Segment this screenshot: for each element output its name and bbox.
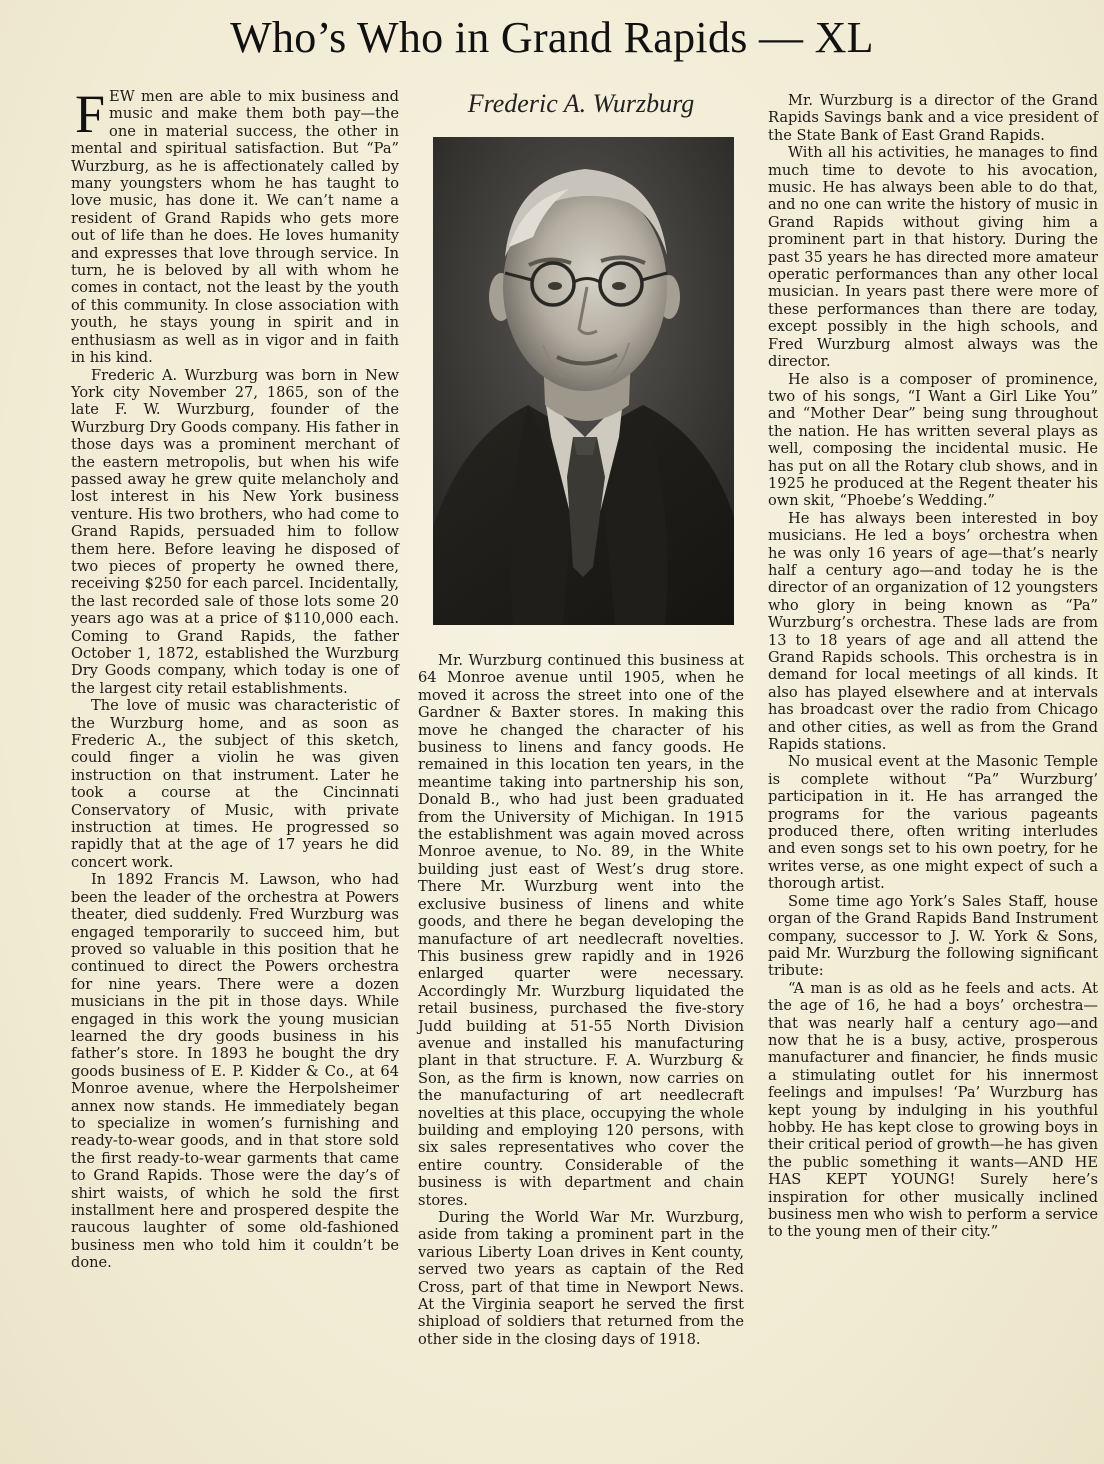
article-paragraph: In 1892 Francis M. Lawson, who had been the leader of the orchestra at Powers theater, died suddenly. Fred Wurzburg was engaged temporarily to succeed him, but proved so valuable in this position that he continued to direct the Powers orchestra for nine years. There were a dozen musicians in the pit in those days. While engaged in this work the young musician learned the dry goods business in his father’s store. In 1893 he bought the dry goods business of E. P. Kidder & Co., at 64 Monroe avenue, where the Herpolsheimer annex now stands. He immediately began to specialize in women’s furnishing and ready-to-wear goods, and in that store sold the first ready-to-wear garments that came to Grand Rapids. Those were the day’s of shirt waists, of which he sold the first installment here and prospered despite the raucous laughter of some old-fashioned business men who told him it couldn’t be done. [71, 871, 399, 1272]
article-paragraph: During the World War Mr. Wurzburg, aside from taking a prominent part in the various Liberty Loan drives in Kent county, served two years as captain of the Red Cross, part of that time in Newport News. At the Virginia seaport he served the first shipload of soldiers that returned from the other side in the closing days of 1918. [418, 1209, 744, 1348]
drop-cap: F [75, 84, 106, 144]
article-paragraph: With all his activities, he manages to find much time to devote to his avocation, music. He has always been able to do that, and no one can write the history of music in Grand Rapids without giving him a prominent part in that history. During the past 35 years he has directed more amateur operatic performances than any other local musician. In years past there were more of these performances than there are today, except possibly in the high schools, and Fred Wurzburg almost always was the director. [768, 144, 1098, 371]
article-column-1 [71, 84, 399, 1272]
article-paragraph: The love of music was characteristic of the Wurzburg home, and as soon as Frederic A., the subject of this sketch, could finger a violin he was given instruction on that instrument. Later he took a course at the Cincinnati Conservatory of Music, with private instruction at times. He progressed so rapidly that at the age of 17 years he did concert work. [71, 697, 399, 871]
portrait-photo-icon [433, 137, 734, 625]
article-paragraph [71, 84, 399, 367]
article-paragraph: No musical event at the Masonic Temple is complete without “Pa” Wurzburg’ participation in it. He has arranged the programs for the various pageants produced there, often writing interludes and even songs set to his own poetry, for he writes verse, as one might expect of such a thorough artist. [768, 753, 1098, 893]
article-paragraph: Some time ago York’s Sales Staff, house organ of the Grand Rapids Band Instrument company, successor to J. W. York & Sons, paid Mr. Wurzburg the following significant tribute: [768, 892, 1098, 980]
article-paragraph: Mr. Wurzburg is a director of the Grand Rapids Savings bank and a vice president of the State Bank of East Grand Rapids. [768, 92, 1098, 144]
article-column-2 [418, 652, 744, 1348]
portrait-photo [433, 137, 734, 625]
page-title: Who’s Who in Grand Rapids — XL [230, 13, 874, 62]
article-paragraph: He also is a composer of prominence, two of his songs, “I Want a Girl Like You” and “Mother Dear” being sung throughout the nation. He has written several plays as well, composing the incidental music. He has put on all the Rotary club shows, and in 1925 he produced at the Regent theater his own skit, “Phoebe’s Wedding.” [768, 370, 1098, 510]
article-paragraph: He has always been interested in boy musicians. He led a boys’ orchestra when he was only 16 years of age—that’s nearly half a century ago—and today he is the director of an organization of 12 youngsters who glory in being known as “Pa” Wurzburg’s orchestra. These lads are from 13 to 18 years of age and all attend the Grand Rapids schools. This orchestra is in demand for local meetings of all kinds. It also has played elsewhere and at intervals has broadcast over the radio from Chicago and other cities, as well as from the Grand Rapids stations. [768, 509, 1098, 754]
article-text: EW men are able to mix business and music and make them both pay—the one in material success, the other in mental and spiritual satisfaction. But “Pa” Wurzburg, as he is affectionately called by many youngsters whom he has taught to love music, has done it. We can’t name a resident of Grand Rapids who gets more out of life than he does. He loves humanity and expresses that love through service. In turn, he is beloved by all with whom he comes in contact, not the least by the youth of this community. In close association with youth, he stays young in spirit and in enthusiasm as well as in vigor and in faith in his kind. [71, 88, 399, 367]
article-paragraph: Mr. Wurzburg continued this business at 64 Monroe avenue until 1905, when he moved it across the street into one of the Gardner & Baxter stores. In making this move he changed the character of his business to linens and fancy goods. He remained in this location ten years, in the meantime taking into partnership his son, Donald B., who had just been graduated from the University of Michigan. In 1915 the establishment was again moved across Monroe avenue, to No. 89, in the White building just east of West’s drug store. There Mr. Wurzburg went into the exclusive business of linens and white goods, and there he began developing the manufacture of art needlecraft novelties. This business grew rapidly and in 1926 enlarged quarter were necessary. Accordingly Mr. Wurzburg liquidated the retail business, purchased the five-story Judd building at 51-55 North Division avenue and installed his manufacturing plant in that structure. F. A. Wurzburg & Son, as the firm is known, now carries on the manufacturing of art needlecraft novelties at this place, occupying the whole building and employing 120 persons, with six sales representatives who cover the entire country. Considerable of the business is with department and chain stores. [418, 652, 744, 1209]
article-column-3 [768, 92, 1098, 1241]
article-paragraph: Frederic A. Wurzburg was born in New York city November 27, 1865, son of the late F. W. Wurzburg, founder of the Wurzburg Dry Goods company. His father in those days was a prominent merchant of the eastern metropolis, but when his wife passed away he grew quite melancholy and lost interest in his New York business venture. His two brothers, who had come to Grand Rapids, persuaded him to follow them here. Before leaving he disposed of two pieces of property he owned there, receiving $250 for each parcel. Incidentally, the last recorded sale of those lots some 20 years ago was at a price of $110,000 each. Coming to Grand Rapids, the father October 1, 1872, established the Wurzburg Dry Goods company, which today is one of the largest city retail establishments. [71, 366, 399, 697]
portrait-caption: Frederic A. Wurzburg [467, 89, 695, 118]
article-paragraph: “A man is as old as he feels and acts. At the age of 16, he had a boys’ orchestra—that was nearly half a century ago—and now that he is a busy, active, prosperous manufacturer and financier, he finds music a stimulating outlet for his innermost feelings and impulses! ‘Pa’ Wurzburg has kept young by indulging in his youthful hobby. He has kept close to growing boys in their critical period of growth—he has given the public something it wants—AND HE HAS KEPT YOUNG! Surely here’s inspiration for other musically inclined business men who wish to perform a service to the young men of their city.” [768, 979, 1098, 1241]
